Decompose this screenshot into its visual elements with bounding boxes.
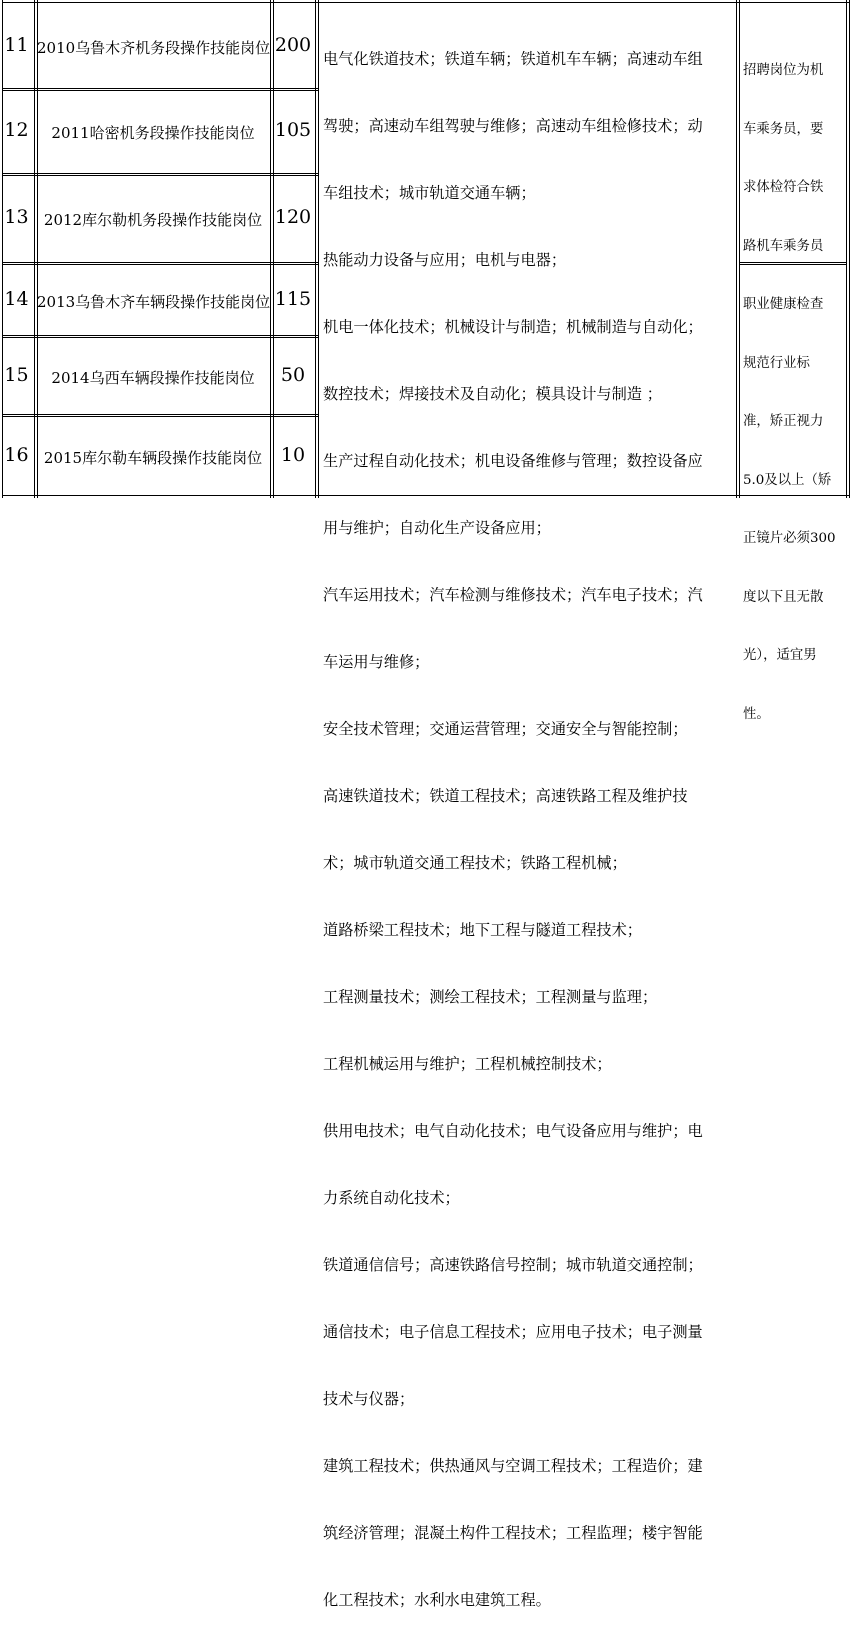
majors-line: 数控技术；焊接技术及自动化；模具设计与制造 ； — [323, 384, 662, 403]
hiring-count: 120 — [274, 206, 312, 228]
row-number: 16 — [4, 444, 29, 466]
position-name: 2011哈密机务段操作技能岗位 — [51, 124, 255, 142]
position-name: 2014乌西车辆段操作技能岗位 — [51, 369, 255, 387]
position-name: 2015库尔勒车辆段操作技能岗位 — [43, 449, 263, 467]
requirements-line: 度以下且无散 — [743, 589, 824, 605]
requirements-line: 路机车乘务员 — [743, 238, 824, 254]
requirements-line: 准，矫正视力 — [743, 414, 824, 429]
majors-line: 生产过程自动化技术；机电设备维修与管理；数控设备应 — [323, 451, 703, 470]
position-name: 2013乌鲁木齐车辆段操作技能岗位 — [37, 293, 271, 311]
hiring-count: 105 — [274, 119, 312, 141]
requirements-line: 求体检符合铁 — [743, 180, 824, 195]
majors-line: 道路桥梁工程技术；地下工程与隧道工程技术； — [323, 921, 642, 940]
majors-line: 驾驶；高速动车组驾驶与维修；高速动车组检修技术；动 — [323, 116, 703, 135]
row-number: 11 — [4, 34, 29, 56]
majors-line: 安全技术管理；交通运营管理；交通安全与智能控制； — [323, 720, 688, 738]
requirements-line: 正镜片必须300 — [743, 531, 836, 546]
requirements-line: 车乘务员，要 — [743, 121, 824, 137]
majors-line: 热能动力设备与应用；电机与电器； — [323, 250, 566, 269]
hiring-count: 115 — [274, 288, 312, 310]
majors-line: 用与维护；自动化生产设备应用； — [323, 518, 551, 537]
majors-line: 车组技术；城市轨道交通车辆； — [323, 183, 536, 202]
requirements-line: 职业健康检查 — [743, 297, 824, 312]
majors-line: 工程测量技术；测绘工程技术；工程测量与监理； — [323, 988, 658, 1007]
row-number: 13 — [4, 206, 29, 228]
position-name: 2012库尔勒机务段操作技能岗位 — [43, 211, 263, 229]
requirements-line: 规范行业标 — [743, 355, 810, 371]
row-number: 15 — [4, 364, 29, 386]
majors-line: 化工程技术；水利水电建筑工程。 — [323, 1591, 551, 1610]
majors-line: 建筑工程技术；供热通风与空调工程技术；工程造价；建 — [323, 1457, 703, 1476]
requirements-line: 性。 — [743, 706, 770, 722]
majors-line: 汽车运用技术；汽车检测与维修技术；汽车电子技术；汽 — [323, 585, 703, 604]
majors-line: 工程机械运用与维护；工程机械控制技术； — [323, 1055, 612, 1074]
majors-line: 术；城市轨道交通工程技术；铁路工程机械； — [323, 854, 627, 873]
majors-line: 车运用与维修； — [323, 652, 430, 671]
requirements-line: 招聘岗位为机 — [743, 63, 824, 78]
requirements-cell — [743, 22, 841, 744]
majors-line: 筑经济管理；混凝土构件工程技术；工程监理；楼宇智能 — [323, 1524, 703, 1543]
position-name: 2010乌鲁木齐机务段操作技能岗位 — [37, 39, 271, 57]
majors-line: 电气化铁道技术；铁道车辆；铁道机车车辆；高速动车组 — [323, 49, 703, 68]
majors-line: 技术与仪器； — [323, 1390, 415, 1409]
hiring-count: 200 — [274, 34, 312, 56]
majors-line: 力系统自动化技术； — [323, 1189, 460, 1208]
requirements-line: 光），适宜男 — [743, 648, 817, 663]
requirements-line: 5.0及以上（矫 — [743, 472, 832, 488]
hiring-count: 50 — [280, 364, 306, 386]
majors-cell — [323, 3, 741, 1634]
majors-line: 供用电技术；电气自动化技术；电气设备应用与维护；电 — [323, 1122, 703, 1141]
row-number: 14 — [4, 288, 29, 310]
majors-line: 高速铁道技术；铁道工程技术；高速铁路工程及维护技 — [323, 787, 688, 806]
hiring-count: 10 — [280, 444, 306, 466]
majors-line: 通信技术；电子信息工程技术；应用电子技术；电子测量 — [323, 1323, 703, 1342]
majors-line: 铁道通信信号；高速铁路信号控制；城市轨道交通控制； — [323, 1256, 703, 1275]
row-number: 12 — [4, 119, 29, 141]
majors-line: 机电一体化技术；机械设计与制造；机械制造与自动化； — [323, 317, 703, 336]
